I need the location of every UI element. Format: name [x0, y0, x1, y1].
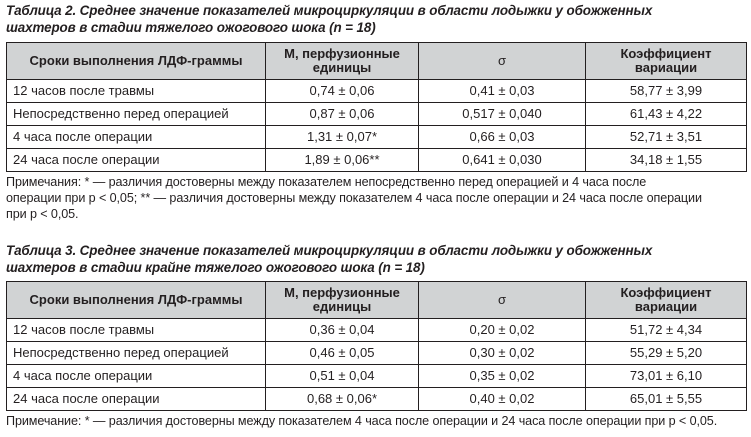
table-row — [7, 103, 747, 126]
table-cell: 24 часа после операции — [7, 149, 266, 172]
table3-section — [6, 243, 746, 429]
table3-note-line1: Примечание: * — различия достоверны между показателем 4 часа после операции и 24 часа после операции при p < 0,05. — [6, 414, 718, 428]
table2-caption-line2: шахтеров в стадии тяжелого ожогового шока (n = 18) — [6, 19, 376, 35]
table3 — [6, 281, 747, 411]
table-cell: 0,35 ± 0,02 — [419, 365, 586, 388]
table2-note — [6, 174, 746, 222]
table3-header-mean: М, перфузионные единицы — [266, 282, 419, 319]
table-cell: 0,20 ± 0,02 — [419, 319, 586, 342]
table-cell: Непосредственно перед операцией — [7, 103, 266, 126]
table-cell: 4 часа после операции — [7, 365, 266, 388]
table3-caption — [6, 243, 746, 276]
table-row — [7, 149, 747, 172]
table2-caption-line1: Таблица 2. Среднее значение показателей микроциркуляции в области лодыжки у обожженных — [6, 3, 653, 18]
table-cell: 0,517 ± 0,040 — [419, 103, 586, 126]
table-cell: 0,36 ± 0,04 — [266, 319, 419, 342]
table-cell: 52,71 ± 3,51 — [586, 126, 747, 149]
table-cell: Непосредственно перед операцией — [7, 342, 266, 365]
table-cell: 1,31 ± 0,07* — [266, 126, 419, 149]
table-cell: 73,01 ± 6,10 — [586, 365, 747, 388]
table-cell: 1,89 ± 0,06** — [266, 149, 419, 172]
table3-header-sigma: σ — [419, 282, 586, 319]
table-cell: 24 часа после операции — [7, 388, 266, 411]
table3-note — [6, 413, 746, 429]
table-cell: 12 часов после травмы — [7, 80, 266, 103]
table-cell: 61,43 ± 4,22 — [586, 103, 747, 126]
table2-header-sigma: σ — [419, 43, 586, 80]
table-row — [7, 319, 747, 342]
table-cell: 0,66 ± 0,03 — [419, 126, 586, 149]
table-row — [7, 126, 747, 149]
table2-note-line1: Примечания: * — различия достоверны между показателем непосредственно перед операцией и 4 часа после — [6, 175, 647, 189]
table2-note-line2: операции при p < 0,05; ** — различия достоверны между показателем 4 часа после операции и 24 часа после операции — [6, 191, 702, 205]
table-row — [7, 365, 747, 388]
table-cell: 4 часа после операции — [7, 126, 266, 149]
table2-header-cv: Коэффициент вариации — [586, 43, 747, 80]
table-cell: 0,41 ± 0,03 — [419, 80, 586, 103]
table-cell: 0,46 ± 0,05 — [266, 342, 419, 365]
table2-header-mean: М, перфузионные единицы — [266, 43, 419, 80]
table-cell: 51,72 ± 4,34 — [586, 319, 747, 342]
table2-header-time: Сроки выполнения ЛДФ-граммы — [7, 43, 266, 80]
table-cell: 0,51 ± 0,04 — [266, 365, 419, 388]
table3-header-row — [7, 282, 747, 319]
table2-header-row — [7, 43, 747, 80]
table2-note-line3: при p < 0,05. — [6, 207, 79, 221]
table3-caption-line2: шахтеров в стадии крайне тяжелого ожогового шока (n = 18) — [6, 259, 425, 275]
table-cell: 55,29 ± 5,20 — [586, 342, 747, 365]
table-cell: 0,87 ± 0,06 — [266, 103, 419, 126]
table-row — [7, 388, 747, 411]
table3-header-time: Сроки выполнения ЛДФ-граммы — [7, 282, 266, 319]
table-cell: 34,18 ± 1,55 — [586, 149, 747, 172]
table-cell: 0,40 ± 0,02 — [419, 388, 586, 411]
table-cell: 0,30 ± 0,02 — [419, 342, 586, 365]
table2-section — [6, 3, 746, 222]
table-row — [7, 342, 747, 365]
table-cell: 12 часов после травмы — [7, 319, 266, 342]
table3-header-cv: Коэффициент вариации — [586, 282, 747, 319]
table-cell: 65,01 ± 5,55 — [586, 388, 747, 411]
table2-caption — [6, 3, 746, 36]
table3-caption-line1: Таблица 3. Среднее значение показателей микроциркуляции в области лодыжки у обожженных — [6, 243, 653, 258]
table-cell: 0,74 ± 0,06 — [266, 80, 419, 103]
table2 — [6, 42, 747, 172]
table-row — [7, 80, 747, 103]
table-cell: 0,641 ± 0,030 — [419, 149, 586, 172]
table-cell: 0,68 ± 0,06* — [266, 388, 419, 411]
table-cell: 58,77 ± 3,99 — [586, 80, 747, 103]
